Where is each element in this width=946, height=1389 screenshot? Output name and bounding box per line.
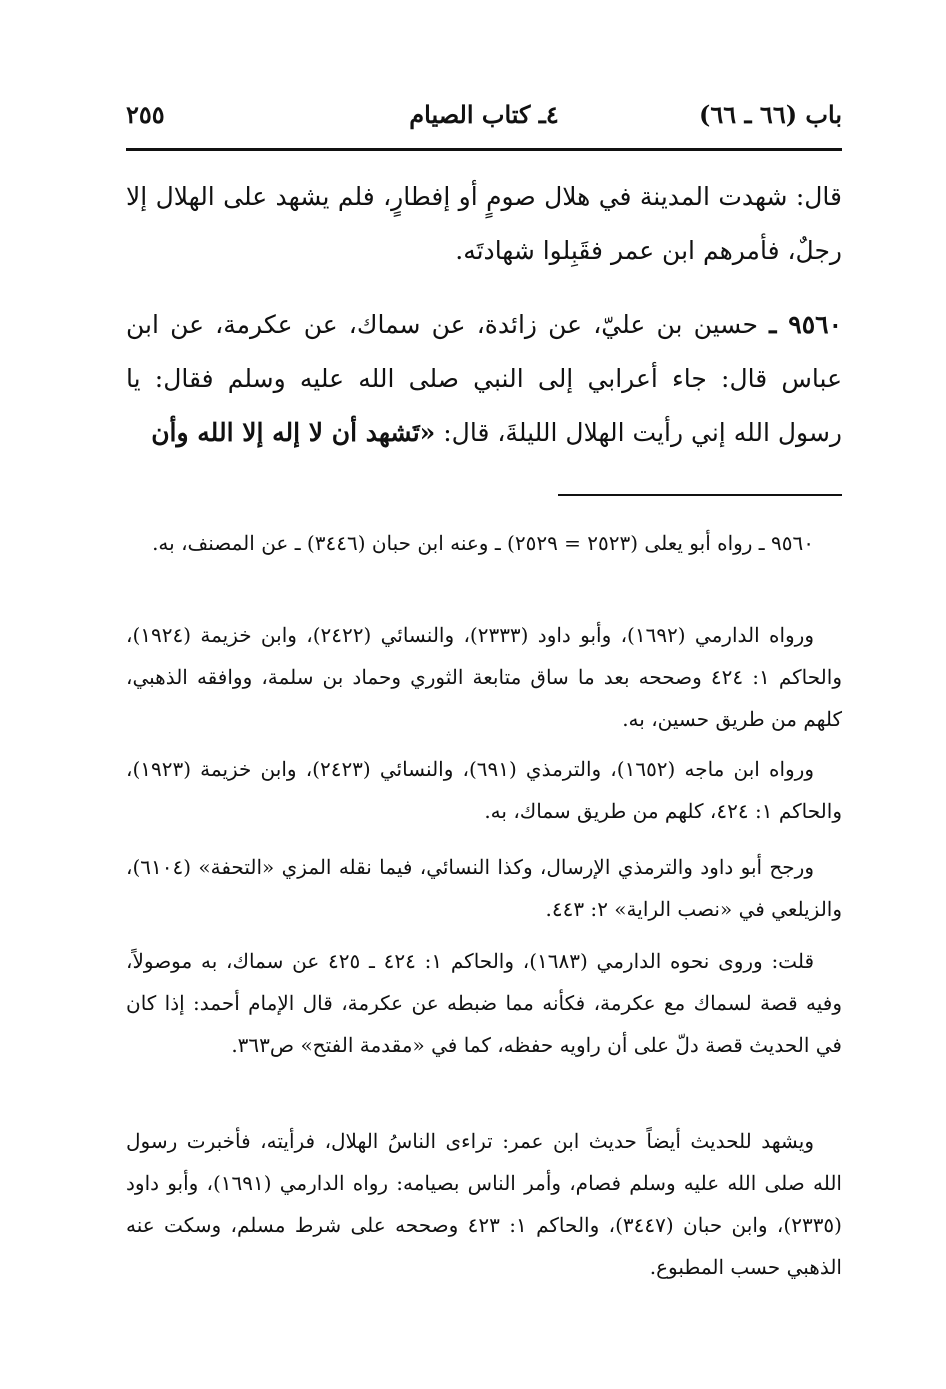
footnote-1-text: ٩٥٦٠ ـ رواه أبو يعلى (٢٥٢٣ = ٢٥٢٩) ـ وعنه ابن حبان (٣٤٤٦) ـ عن المصنف، به. [152, 531, 814, 555]
hadith-number: ٩٥٦٠ ـ [769, 310, 843, 339]
hadith-quote: «تَشهد أن لا إله إلا الله وأن [151, 418, 436, 447]
header-rule [126, 148, 842, 151]
footnote-4 [126, 846, 842, 930]
footnote-5-text: قلت: وروى نحوه الدارمي (١٦٨٣)، والحاكم ١: ٤٢٤ ـ ٤٢٥ عن سماك، به موصولاً، وفيه قصة لسماك مع عكرمة، فكأنه مما ضبطه عن عكرمة، قال الإمام أحمد: إذا كان في الحديث قصة دلّ على أن راويه حفظه، كما في «مقدمة الفتح» ص٣٦٣. [126, 949, 842, 1057]
running-header [126, 96, 842, 140]
footnote-5 [126, 940, 842, 1066]
footnote-3 [126, 748, 842, 832]
main-paragraph-2 [126, 298, 842, 460]
footnote-6 [126, 1120, 842, 1288]
main-paragraph-1: قال: شهدت المدينة في هلال صومٍ أو إفطارٍ، فلم يشهد على الهلال إلا رجلٌ، فأمرهم ابن عمر فقَبِلوا شهادتَه. [126, 182, 842, 265]
footnote-6-text: ويشهد للحديث أيضاً حديث ابن عمر: تراءى الناسُ الهلال، فرأيته، فأخبرت رسول الله صلى الله عليه وسلم فصام، وأمر الناس بصيامه: رواه الدارمي (١٦٩١)، وأبو داود (٢٣٣٥)، وابن حبان (٣٤٤٧)، والحاكم ١: ٤٢٣ وصححه على شرط مسلم، وسكت عنه الذهبي حسب المطبوع. [126, 1129, 842, 1279]
footnote-1 [126, 522, 842, 564]
footnote-3-text: ورواه ابن ماجه (١٦٥٢)، والترمذي (٦٩١)، والنسائي (٢٤٢٣)، وابن خزيمة (١٩٢٣)، والحاكم ١: ٤٢٤، كلهم من طريق سماك، به. [126, 757, 842, 823]
book-title: ٤ـ كتاب الصيام [409, 100, 559, 129]
footnote-2 [126, 614, 842, 740]
page-number: ٢٥٥ [126, 100, 165, 129]
footnote-4-text: ورجح أبو داود والترمذي الإرسال، وكذا النسائي، فيما نقله المزي «التحفة» (٦١٠٤)، والزيلعي في «نصب الراية» ٢: ٤٤٣. [126, 855, 842, 921]
hadith-text: حسين بن عليّ، عن زائدة، عن سماك، عن عكرمة، عن ابن عباس قال: جاء أعرابي إلى النبي صلى الله عليه وسلم فقال: يا رسول الله إني رأيت الهلال الليلةَ، قال: [126, 310, 842, 447]
footnote-2-text: ورواه الدارمي (١٦٩٢)، وأبو داود (٢٣٣٣)، والنسائي (٢٤٢٢)، وابن خزيمة (١٩٢٤)، والحاكم ١: ٤٢٤ وصححه بعد ما ساق متابعة الثوري وحماد بن سلمة، ووافقه الذهبي، كلهم من طريق حسين، به. [126, 623, 842, 731]
chapter-title: باب (٦٦ ـ ٦٦) [699, 100, 842, 129]
footnote-separator [558, 494, 842, 496]
